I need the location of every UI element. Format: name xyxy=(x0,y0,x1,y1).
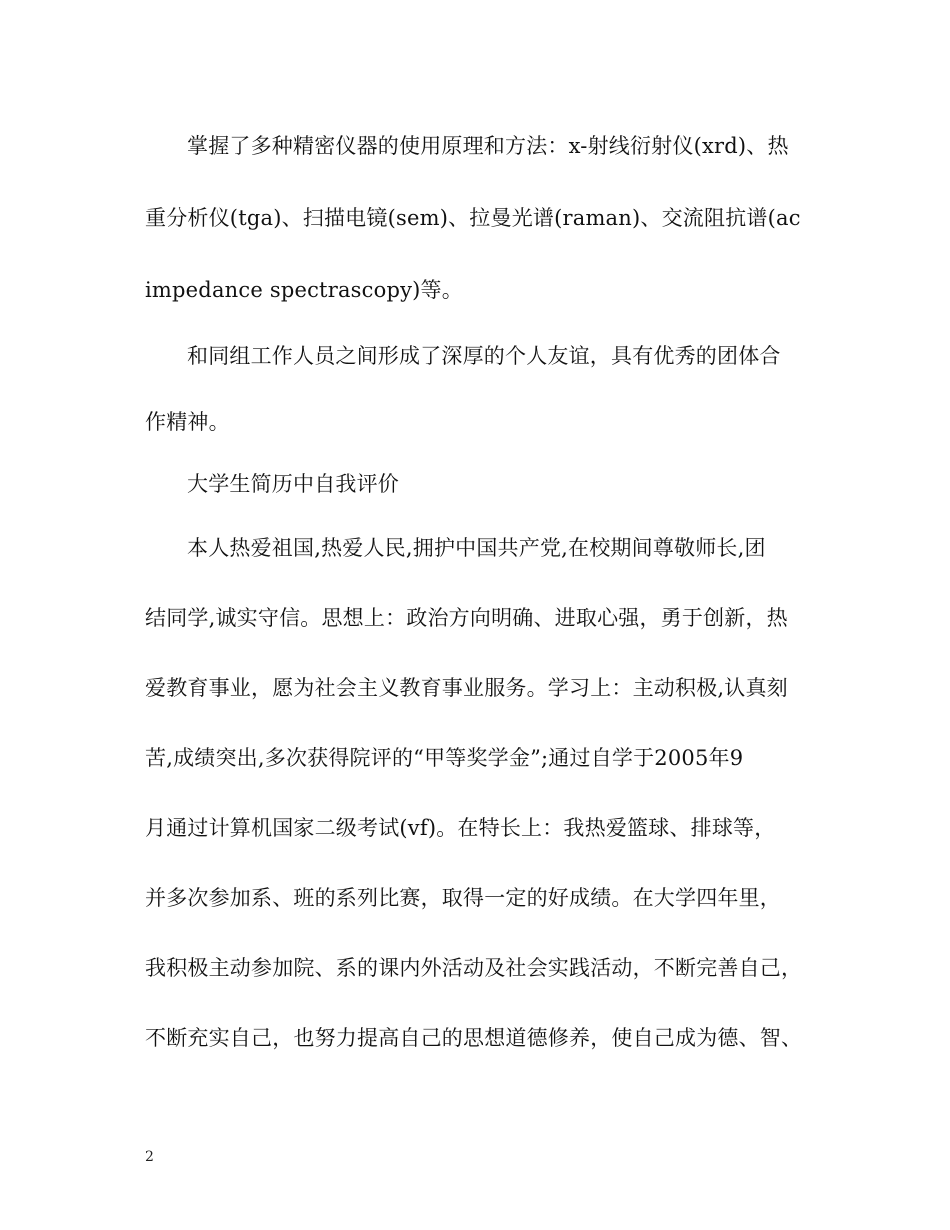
paragraph-line: 作精神。 xyxy=(145,410,230,434)
paragraph-line: 苦,成绩突出,多次获得院评的“甲等奖学金”;通过自学于2005年9 xyxy=(145,746,744,770)
paragraph-line: 并多次参加系、班的系列比赛，取得一定的好成绩。在大学四年里， xyxy=(145,886,781,910)
paragraph-line: 掌握了多种精密仪器的使用原理和方法：x-射线衍射仪(xrd)、热 xyxy=(187,134,789,158)
paragraph-line: 月通过计算机国家二级考试(vf)。在特长上：我热爱篮球、排球等， xyxy=(145,816,776,840)
paragraph-line: 爱教育事业，愿为社会主义教育事业服务。学习上：主动积极,认真刻 xyxy=(145,676,788,700)
paragraph-line: 本人热爱祖国,热爱人民,拥护中国共产党,在校期间尊敬师长,团 xyxy=(187,536,766,560)
paragraph-line: 不断充实自己，也努力提高自己的思想道德修养，使自己成为德、智、 xyxy=(145,1026,803,1050)
section-heading: 大学生简历中自我评价 xyxy=(187,472,399,496)
page-number: 2 xyxy=(145,1149,154,1165)
paragraph-line: 我积极主动参加院、系的课内外活动及社会实践活动，不断完善自己， xyxy=(145,956,803,980)
paragraph-line: impedance spectrascopy)等。 xyxy=(145,278,463,302)
paragraph-line: 结同学,诚实守信。思想上：政治方向明确、进取心强，勇于创新，热 xyxy=(145,606,788,630)
paragraph-line: 和同组工作人员之间形成了深厚的个人友谊，具有优秀的团体合 xyxy=(187,344,781,368)
paragraph-line: 重分析仪(tga)、扫描电镜(sem)、拉曼光谱(raman)、交流阻抗谱(ac xyxy=(145,206,801,230)
